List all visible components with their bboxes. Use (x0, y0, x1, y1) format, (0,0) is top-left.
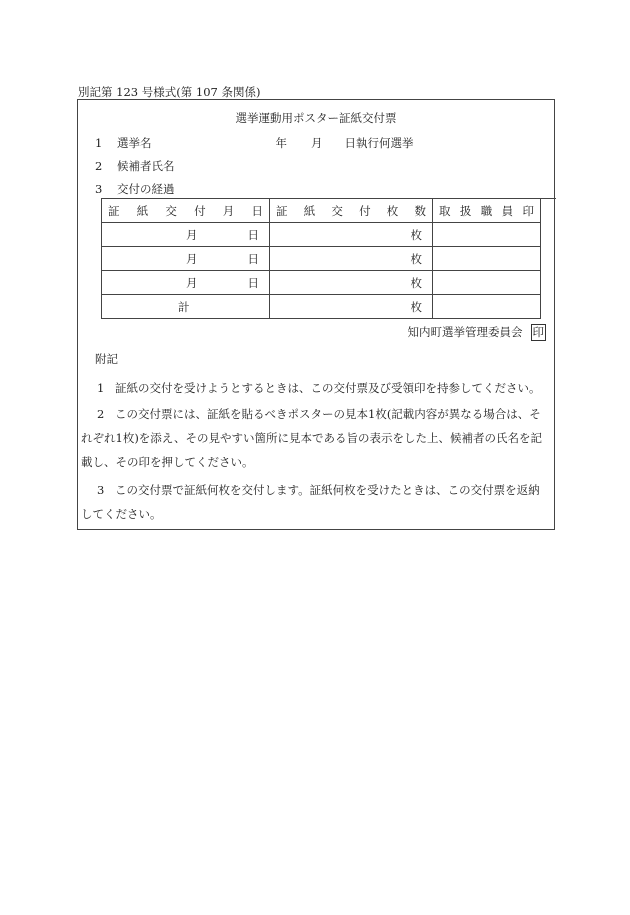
count-cell[interactable]: 枚 (270, 271, 433, 295)
form-frame (77, 99, 555, 530)
year-label: 年 (275, 136, 287, 150)
committee-signature (408, 324, 547, 341)
date-cell[interactable]: 月 日 (102, 247, 270, 271)
item-number: 3 (95, 182, 103, 196)
item-number: 2 (95, 159, 103, 173)
committee-name: 知内町選挙管理委員会 (407, 325, 523, 339)
total-row (102, 295, 541, 319)
table-row (102, 223, 541, 247)
total-count-cell[interactable]: 枚 (270, 295, 433, 319)
total-seal-cell[interactable] (433, 295, 541, 319)
history-label: 交付の経過 (117, 182, 175, 196)
note-item: 3 この交付票で証紙何枚を交付します。証紙何枚を受けたときは、この交付票を返納してください。 (81, 483, 540, 521)
election-date-suffix: 日執行何選挙 (344, 136, 414, 150)
seal-cell[interactable] (433, 223, 541, 247)
form-title: 選挙運動用ポスター証紙交付票 (235, 111, 397, 125)
seal-cell[interactable] (433, 271, 541, 295)
date-cell[interactable]: 月 日 (102, 271, 270, 295)
table-header-row (102, 199, 541, 223)
notes-heading: 附記 (95, 352, 118, 366)
election-name-line (95, 135, 414, 151)
form-reference: 別記第 123 号様式(第 107 条関係) (78, 85, 261, 99)
count-cell[interactable]: 枚 (270, 247, 433, 271)
candidate-name-label: 候補者氏名 (117, 159, 175, 173)
header-issue-date: 証 紙 交 付 月 日 (102, 199, 270, 223)
table-row (102, 271, 541, 295)
note-item: 1 証紙の交付を受けようとするときは、この交付票及び受領印を持参してください。 (97, 381, 541, 395)
candidate-name-line (95, 158, 175, 174)
item-number: 1 (95, 136, 103, 150)
month-label: 月 (311, 136, 323, 150)
total-label-cell: 計 (102, 295, 270, 319)
note-item: 2 この交付票には、証紙を貼るべきポスターの見本1枚(記載内容が異なる場合は、それぞれ1枚)を添え、その見やすい箇所に見本である旨の表示をした上、候補者の氏名を記載し、その印を押してください。 (81, 407, 542, 469)
date-cell[interactable]: 月 日 (102, 223, 270, 247)
table-margin-column (537, 198, 556, 317)
election-name-label: 選挙名 (117, 136, 152, 150)
history-line (95, 181, 175, 197)
header-staff-seal: 取 扱 職 員 印 (433, 199, 541, 223)
count-cell[interactable]: 枚 (270, 223, 433, 247)
table-row (102, 247, 541, 271)
seal-mark: 印 (532, 325, 544, 339)
issuance-table (101, 198, 541, 319)
header-issue-count: 証 紙 交 付 枚 数 (270, 199, 433, 223)
seal-cell[interactable] (433, 247, 541, 271)
